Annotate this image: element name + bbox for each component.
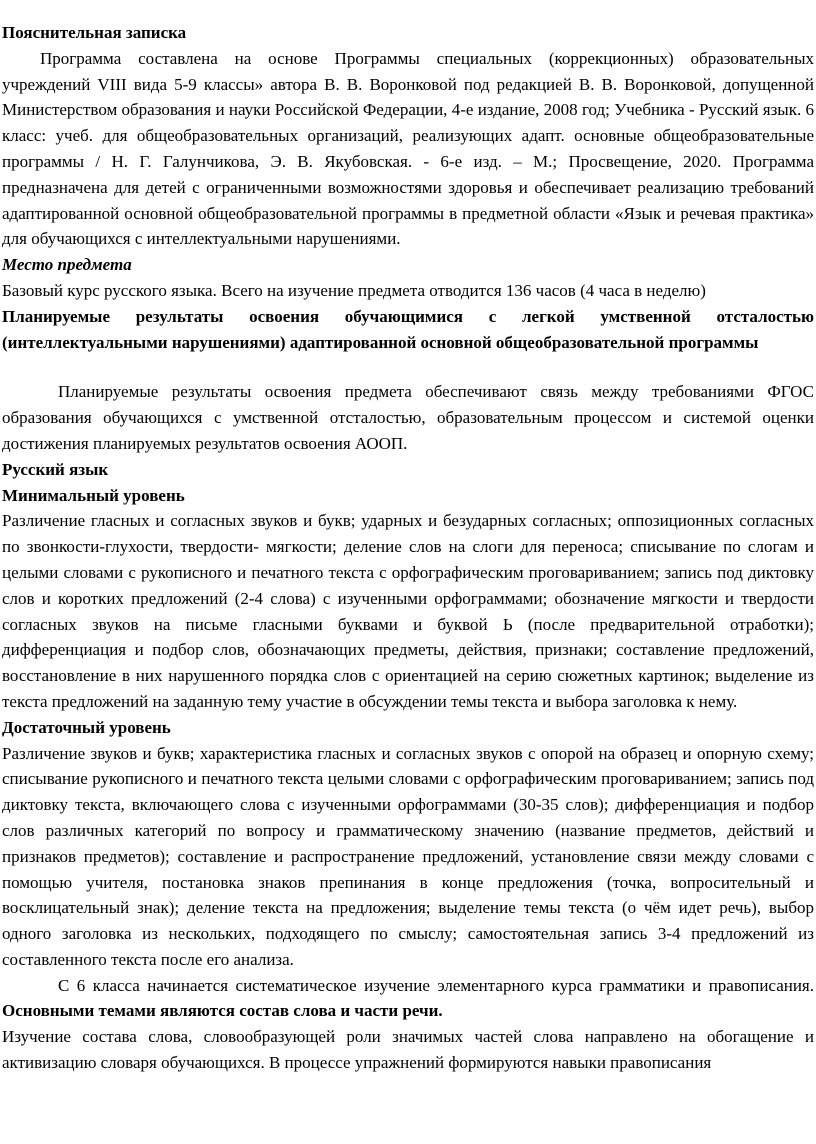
subject-heading: Русский язык [2, 459, 109, 479]
document-page [0, 20, 816, 1076]
final-paragraph: Изучение состава слова, словообразующей роли значимых частей слова направлено на обогащение и активизацию словаря обучающихся. В процессе упражнений формируются навыки правописания [2, 1027, 814, 1073]
place-heading: Место предмета [2, 255, 132, 275]
document-title: Пояснительная записка [2, 23, 187, 42]
min-level-heading: Минимальный уровень [2, 485, 185, 505]
grade6-paragraph [2, 973, 814, 1025]
results-heading: Планируемые результаты освоения обучающимися с легкой умственной отсталостью (интеллектуальными нарушениями) адаптированной основной общеобразовательной программы [2, 306, 814, 352]
intro-paragraph: Программа составлена на основе Программы специальных (коррекционных) образовательных учреждений VIII вида 5-9 классы» автора В. В. Воронковой под редакцией В. В. Воронковой, допущенной Министерством образования и науки Российской Федерации, 4-е издание, 2008 год; Учебника - Русский язык. 6 класс: учеб. для общеобразовательных организаций, реализующих адапт. основные общеобразовательные программы / Н. Г. Галунчикова, Э. В. Якубовская. - 6-е изд. – М.; Просвещение, 2020. Программа предназначена для детей с ограниченными возможностями здоровья и обеспечивает реализацию требований адаптированной основной общеобразовательной программы в предметной области «Язык и речевая практика» для обучающихся с интеллектуальными нарушениями. [2, 48, 814, 249]
grade6-bold-text: Основными темами являются состав слова и части речи. [2, 1001, 443, 1021]
suff-level-heading: Достаточный уровень [2, 717, 171, 737]
grade6-text: С 6 класса начинается систематическое изучение элементарного курса грамматики и правописания. [58, 975, 814, 995]
min-level-text: Различение гласных и согласных звуков и букв; ударных и безударных согласных; оппозиционных согласных по звонкости-глухости, твердости- мягкости; деление слов на слоги для переноса; списывание по слогам и целыми словами с рукописного и печатного текста с орфографическим проговариванием; запись под диктовку слов и коротких предложений (2-4 слова) с изученными орфограммами; обозначение мягкости и твердости согласных звуков на письме гласными буквами и буквой Ь (после предварительной отработки); дифференциация и подбор слов, обозначающих предметы, действия, признаки; составление предложений, восстановление в них нарушенного порядка слов с ориентацией на серию сюжетных картинок; выделение из текста предложений на заданную тему участие в обсуждении темы текста и выбора заголовка к нему. [2, 511, 814, 711]
place-text: Базовый курс русского языка. Всего на изучение предмета отводится 136 часов (4 часа в неделю) [2, 280, 706, 300]
suff-level-text: Различение звуков и букв; характеристика гласных и согласных звуков с опорой на образец и опорную схему; списывание рукописного и печатного текста целыми словами с орфографическим проговариванием; запись под диктовку текста, включающего слова с изученными орфограммами (30-35 слов); дифференциация и подбор слов различных категорий по вопросу и грамматическому значению (название предметов, действий и признаков предметов); составление и распространение предложений, установление связи между словами с помощью учителя, постановка знаков препинания в конце предложения (точка, вопросительный и восклицательный знак); деление текста на предложения; выделение темы текста (о чём идет речь), выбор одного заголовка из нескольких, подходящего по смыслу; самостоятельная запись 3-4 предложений из составленного текста после его анализа. [2, 743, 814, 969]
results-text: Планируемые результаты освоения предмета обеспечивают связь между требованиями ФГОС образования обучающихся с умственной отсталостью, образовательным процессом и системой оценки достижения планируемых результатов освоения АООП. [2, 382, 814, 453]
